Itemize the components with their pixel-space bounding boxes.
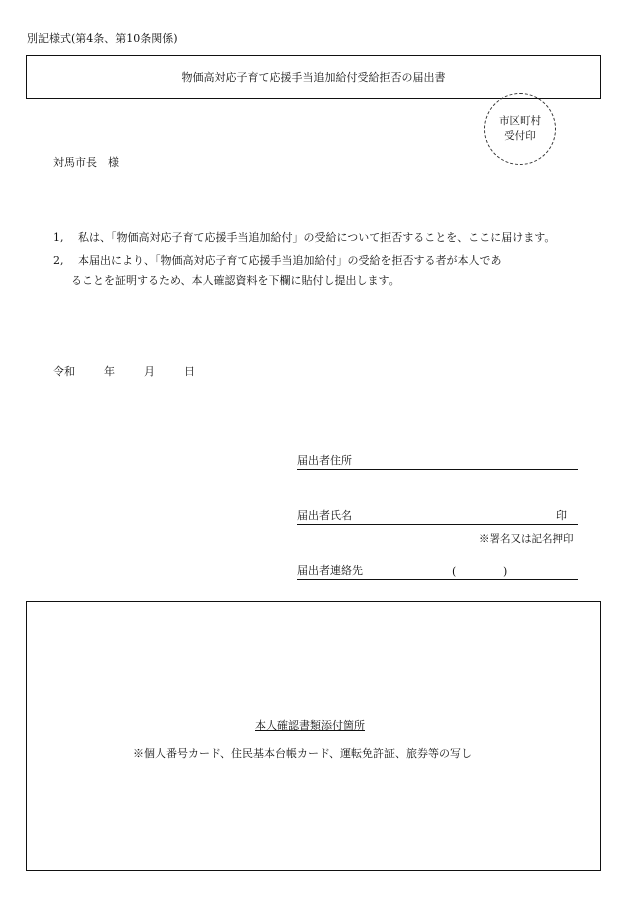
- date-month: 月: [144, 365, 155, 378]
- stamp-line-1: 市区町村: [499, 115, 541, 127]
- attachment-note: ※個人番号カード、住民基本台帳カード、運転免許証、旅券等の写し: [133, 747, 473, 760]
- paragraph-2-line-1: 2, 本届出により、「物価高対応子育て応援手当追加給付」の受給を拒否する者が本人であ: [53, 254, 502, 267]
- address-field[interactable]: [297, 455, 578, 470]
- attachment-box[interactable]: [26, 601, 601, 871]
- signature-note: ※署名又は記名押印: [479, 533, 574, 545]
- document-title: 物価高対応子育て応援手当追加給付受給拒否の届出書: [181, 71, 446, 84]
- date-day: 日: [184, 365, 195, 378]
- contact-field[interactable]: [297, 565, 578, 580]
- address-label: 届出者住所: [297, 454, 352, 467]
- attachment-title: 本人確認書類添付箇所: [255, 719, 365, 732]
- paragraph-2-line-2: ることを証明するため、本人確認資料を下欄に貼付し提出します。: [71, 274, 400, 287]
- paren-open: (: [452, 565, 457, 578]
- paren-close: ): [503, 565, 508, 578]
- stamp-line-2: 受付印: [504, 130, 536, 142]
- date-era: 令和: [53, 365, 75, 378]
- name-label: 届出者氏名: [297, 509, 352, 522]
- date-line: [53, 363, 195, 379]
- reception-stamp-circle: [484, 93, 556, 165]
- contact-label: 届出者連絡先: [297, 564, 363, 577]
- form-reference: 別記様式(第4条、第10条関係): [27, 32, 178, 45]
- addressee: 対馬市長 様: [53, 156, 119, 169]
- date-year: 年: [104, 365, 115, 378]
- seal-mark: 印: [556, 509, 567, 522]
- name-field[interactable]: [297, 510, 578, 525]
- paragraph-1: 1, 私は、「物価高対応子育て応援手当追加給付」の受給について拒否することを、ここに届けます。: [53, 231, 556, 244]
